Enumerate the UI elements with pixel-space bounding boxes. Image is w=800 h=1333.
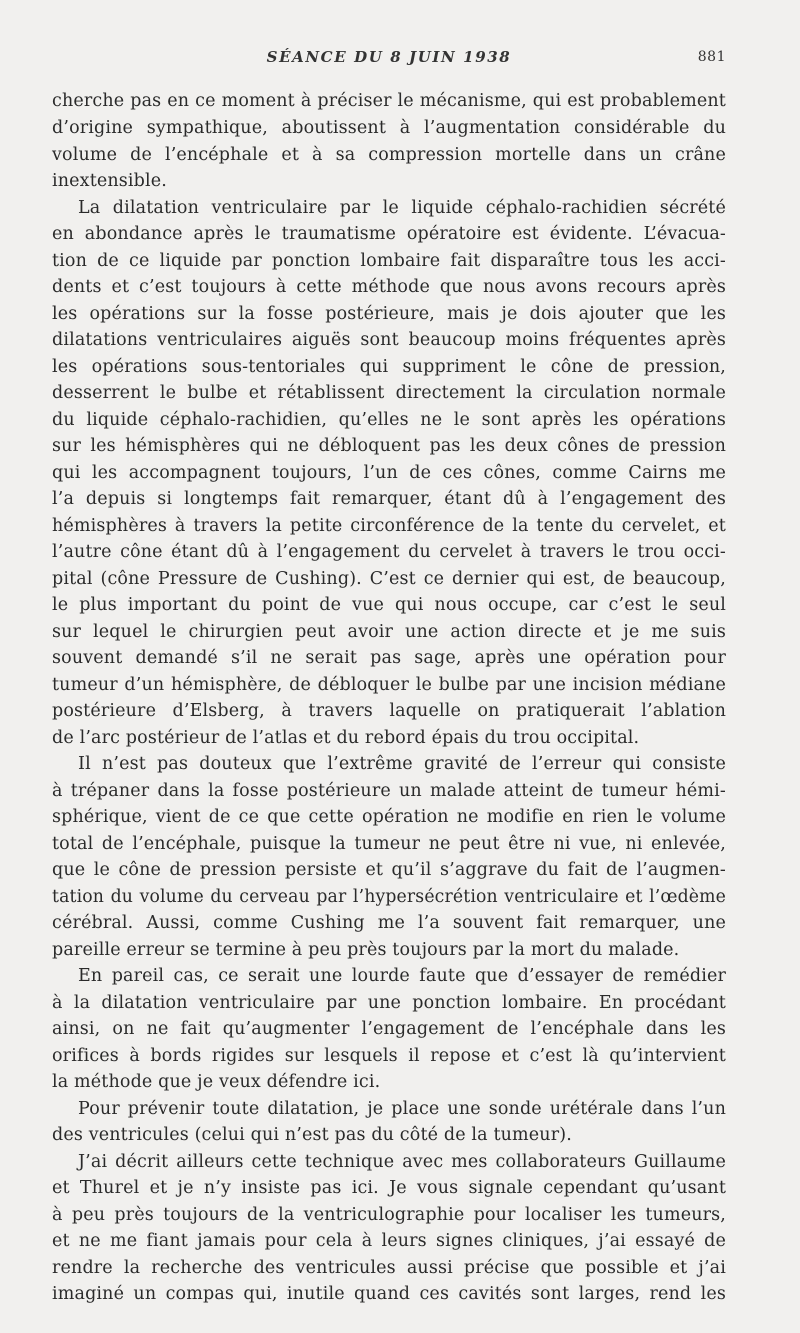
text-line: total de l’encéphale, puisque la tumeur ne peut être ni vue, ni enlevée,	[52, 834, 726, 854]
text-line: l’autre cône étant dû à l’engagement du cervelet à travers le trou occi-	[52, 542, 726, 562]
text-line: postérieure d’Elsberg, à travers laquelle on pratiquerait l’ablation	[52, 701, 726, 721]
text-line: qui les accompagnent toujours, l’un de ces cônes, comme Cairns me	[52, 463, 726, 483]
text-line: souvent demandé s’il ne serait pas sage, après une opération pour	[52, 648, 726, 668]
text-line: dents et c’est toujours à cette méthode que nous avons recours après	[52, 277, 726, 297]
text-line: cérébral. Aussi, comme Cushing me l’a souvent fait remarquer, une	[52, 913, 726, 933]
text-line: J’ai décrit ailleurs cette technique avec mes collaborateurs Guillaume	[78, 1152, 726, 1172]
text-line: desserrent le bulbe et rétablissent directement la circulation normale	[52, 383, 726, 403]
text-line: que le cône de pression persiste et qu’il s’aggrave du fait de l’augmen-	[52, 860, 726, 880]
text-line: de l’arc postérieur de l’atlas et du rebord épais du trou occipital.	[52, 728, 640, 748]
text-line: La dilatation ventriculaire par le liquide céphalo-rachidien sécrété	[78, 198, 726, 218]
text-line: orifices à bords rigides sur lesquels il repose et c’est là qu’intervient	[52, 1046, 726, 1066]
text-line: tumeur d’un hémisphère, de débloquer le bulbe par une incision médiane	[52, 675, 726, 695]
text-line: Pour prévenir toute dilatation, je place une sonde urétérale dans l’un	[78, 1099, 726, 1119]
text-line: les opérations sur la fosse postérieure, mais je dois ajouter que les	[52, 304, 726, 324]
text-line: et Thurel et je n’y insiste pas ici. Je vous signale cependant qu’usant	[52, 1178, 726, 1198]
text-line: imaginé un compas qui, inutile quand ces cavités sont larges, rend les	[52, 1284, 726, 1304]
text-line: rendre la recherche des ventricules aussi précise que possible et j’ai	[52, 1258, 726, 1278]
text-line: et ne me fiant jamais pour cela à leurs signes cliniques, j’ai essayé de	[52, 1231, 726, 1251]
text-line: tation du volume du cerveau par l’hypersécrétion ventriculaire et l’œdème	[52, 887, 726, 907]
text-line: l’a depuis si longtemps fait remarquer, étant dû à l’engagement des	[52, 489, 726, 509]
text-line: à trépaner dans la fosse postérieure un malade atteint de tumeur hémi-	[52, 781, 726, 801]
text-line: sphérique, vient de ce que cette opération ne modifie en rien le volume	[52, 807, 726, 827]
text-line: en abondance après le traumatisme opératoire est évidente. L’évacua-	[52, 224, 726, 244]
running-title: SÉANCE DU 8 JUIN 1938	[266, 48, 512, 66]
text-line: dilatations ventriculaires aiguës sont beaucoup moins fréquentes après	[52, 330, 726, 350]
text-line: En pareil cas, ce serait une lourde faute que d’essayer de remédier	[78, 966, 726, 986]
text-line: ainsi, on ne fait qu’augmenter l’engagement de l’encéphale dans les	[52, 1019, 726, 1039]
text-line: du liquide céphalo-rachidien, qu’elles ne le sont après les opérations	[52, 410, 726, 430]
text-line: la méthode que je veux défendre ici.	[52, 1072, 381, 1092]
text-line: Il n’est pas douteux que l’extrême gravité de l’erreur qui consiste	[78, 754, 726, 774]
text-line: cherche pas en ce moment à préciser le mécanisme, qui est probablement	[52, 91, 726, 111]
text-line: sur lequel le chirurgien peut avoir une action directe et je me suis	[52, 622, 726, 642]
text-line: inextensible.	[52, 171, 167, 191]
page-number: 881	[697, 49, 726, 65]
text-line: à la dilatation ventriculaire par une ponction lombaire. En procédant	[52, 993, 726, 1013]
text-line: hémisphères à travers la petite circonférence de la tente du cervelet, et	[52, 516, 726, 536]
text-line: pareille erreur se termine à peu près toujours par la mort du malade.	[52, 940, 680, 960]
text-line: pital (cône Pressure de Cushing). C’est ce dernier qui est, de beaucoup,	[52, 569, 726, 589]
text-line: tion de ce liquide par ponction lombaire fait disparaître tous les acci-	[52, 251, 726, 271]
text-line: les opérations sous-tentoriales qui suppriment le cône de pression,	[52, 357, 726, 377]
text-line: le plus important du point de vue qui nous occupe, car c’est le seul	[52, 595, 726, 615]
page-header	[52, 47, 726, 71]
text-line: des ventricules (celui qui n’est pas du côté de la tumeur).	[52, 1125, 572, 1145]
text-line: volume de l’encéphale et à sa compression mortelle dans un crâne	[52, 145, 726, 165]
text-line: à peu près toujours de la ventriculographie pour localiser les tumeurs,	[52, 1205, 726, 1225]
text-line: d’origine sympathique, aboutissent à l’augmentation considérable du	[52, 118, 726, 138]
text-line: sur les hémisphères qui ne débloquent pas les deux cônes de pression	[52, 436, 726, 456]
